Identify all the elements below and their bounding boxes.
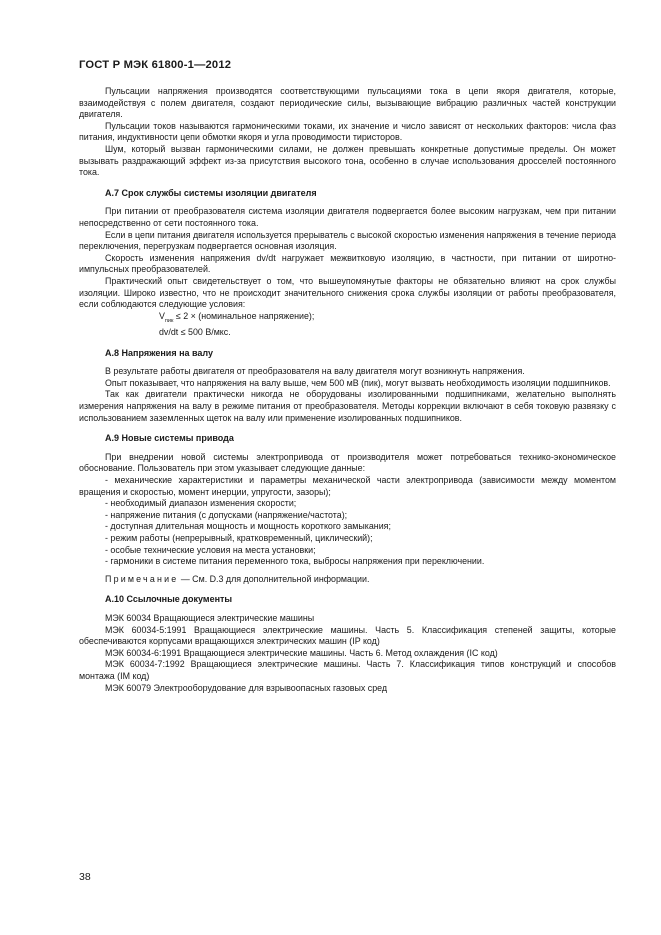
section-a10-heading: А.10 Ссылочные документы <box>105 594 233 605</box>
a9-paragraph-1: При внедрении новой системы электропривода от производителя может потребоваться технико-экономическое обоснование. Пользователь при этом указывает следующие данные: <box>79 451 616 474</box>
formula-peak-voltage: $V_{пик} \le 2$ × (номинальное напряжение); <box>159 310 315 324</box>
list-item: - особые технические условия на места установки; <box>105 544 316 555</box>
list-item: - напряжение питания (с допусками (напряжение/частота); <box>105 509 348 520</box>
a7-paragraph-4: Практический опыт свидетельствует о том, что вышеупомянутые факторы не обязательно влияют на срок службы изоляции. Широко известно, что не происходит значительного снижения срока службы изоляции от работы преобразователя, если соблюдаются следующие условия: <box>79 275 616 310</box>
document-header: ГОСТ Р МЭК 61800-1—2012 <box>79 59 232 71</box>
section-a8-heading: А.8 Напряжения на валу <box>105 347 214 358</box>
note-text: — См. D.3 для дополнительной информации. <box>178 573 370 584</box>
intro-paragraph-2: Пульсации токов называются гармоническими токами, их значение и число зависят от нескольких факторов: числа фаз питания, индуктивности цепи обмотки якоря и угла проводимости тиристоров. <box>79 120 616 143</box>
a8-paragraph-3: Так как двигатели практически никогда не оборудованы изолированными подшипниками, желательно выполнять измерения напряжения на валу в режиме питания от преобразователя. Методы коррекции включают в себя токовую развязку с использованием заземленных щеток на валу или применение изолированных подшипников. <box>79 389 616 423</box>
intro-paragraph-1: Пульсации напряжения производятся соответствующими пульсациями тока в цепи якоря двигателя, которые, взаимодействуя с полем двигателя, создают периодические силы, вызывающие вибрацию различных частей конструкции двигателя. <box>79 86 616 120</box>
reference-item: МЭК 60079 Электрооборудование для взрывоопасных газовых сред <box>105 682 388 693</box>
a7-paragraph-3: Скорость изменения напряжения dv/dt нагружает межвитковую изоляцию, в частности, при питании от широтно-импульсных преобразователей. <box>79 252 616 275</box>
list-item: - доступная длительная мощность и мощность короткого замыкания; <box>105 521 391 532</box>
section-a9-heading: А.9 Новые системы привода <box>105 433 234 444</box>
list-item: - необходимый диапазон изменения скорости; <box>105 498 297 509</box>
note <box>105 574 616 586</box>
list-item: - гармоники в системе питания переменного тока, выбросы напряжения при переключении. <box>105 556 485 567</box>
section-a7-heading: А.7 Срок службы системы изоляции двигателя <box>105 187 317 198</box>
intro-paragraph-3: Шум, который вызван гармоническими силами, не должен превышать конкретные допустимые пределы. Он может вызывать раздражающий эффект из-за присутствия высокого тона, особенно в случае использования дросселей постоянного тока. <box>79 143 616 178</box>
a8-paragraph-1: В результате работы двигателя от преобразователя на валу двигателя могут возникнуть напряжения. <box>105 366 525 377</box>
reference-item: МЭК 60034-7:1992 Вращающиеся электрические машины. Часть 7. Классификация типов конструкций и способов монтажа (IM код) <box>79 659 616 681</box>
reference-item: МЭК 60034 Вращающиеся электрические машины <box>105 612 315 623</box>
page-number: 38 <box>79 871 91 883</box>
a8-paragraph-2: Опыт показывает, что напряжения на валу выше, чем 500 мВ (пик), могут вызвать необходимость изоляции подшипников. <box>105 377 611 388</box>
list-item: - режим работы (непрерывный, кратковременный, циклический); <box>105 532 373 543</box>
a7-paragraph-2: Если в цепи питания двигателя используется прерыватель с высокой скоростью изменения напряжения в течение периода переключения, перегрузкам подвергается основная изоляция. <box>79 229 616 252</box>
list-item: - механические характеристики и параметры механической части электропривода (зависимости между моментом вращения и скоростью, момент инерции, упругости, зазоры); <box>79 475 616 497</box>
document-body <box>79 86 616 694</box>
reference-item: МЭК 60034-5:1991 Вращающиеся электрические машины. Часть 5. Классификация степеней защиты, которые обеспечиваются корпусами вращающихся электрических машин (IP код) <box>79 624 616 647</box>
formula-dvdt: dv/dt ≤ 500 В/мкс. <box>159 327 231 338</box>
a7-paragraph-1: При питании от преобразователя система изоляции двигателя подвергается более высоким нагрузкам, чем при питании непосредственно от сети постоянного тока. <box>79 206 616 228</box>
reference-item: МЭК 60034-6:1991 Вращающиеся электрические машины. Часть 6. Метод охлаждения (IC код) <box>105 647 498 658</box>
note-label: Примечание <box>105 573 179 584</box>
